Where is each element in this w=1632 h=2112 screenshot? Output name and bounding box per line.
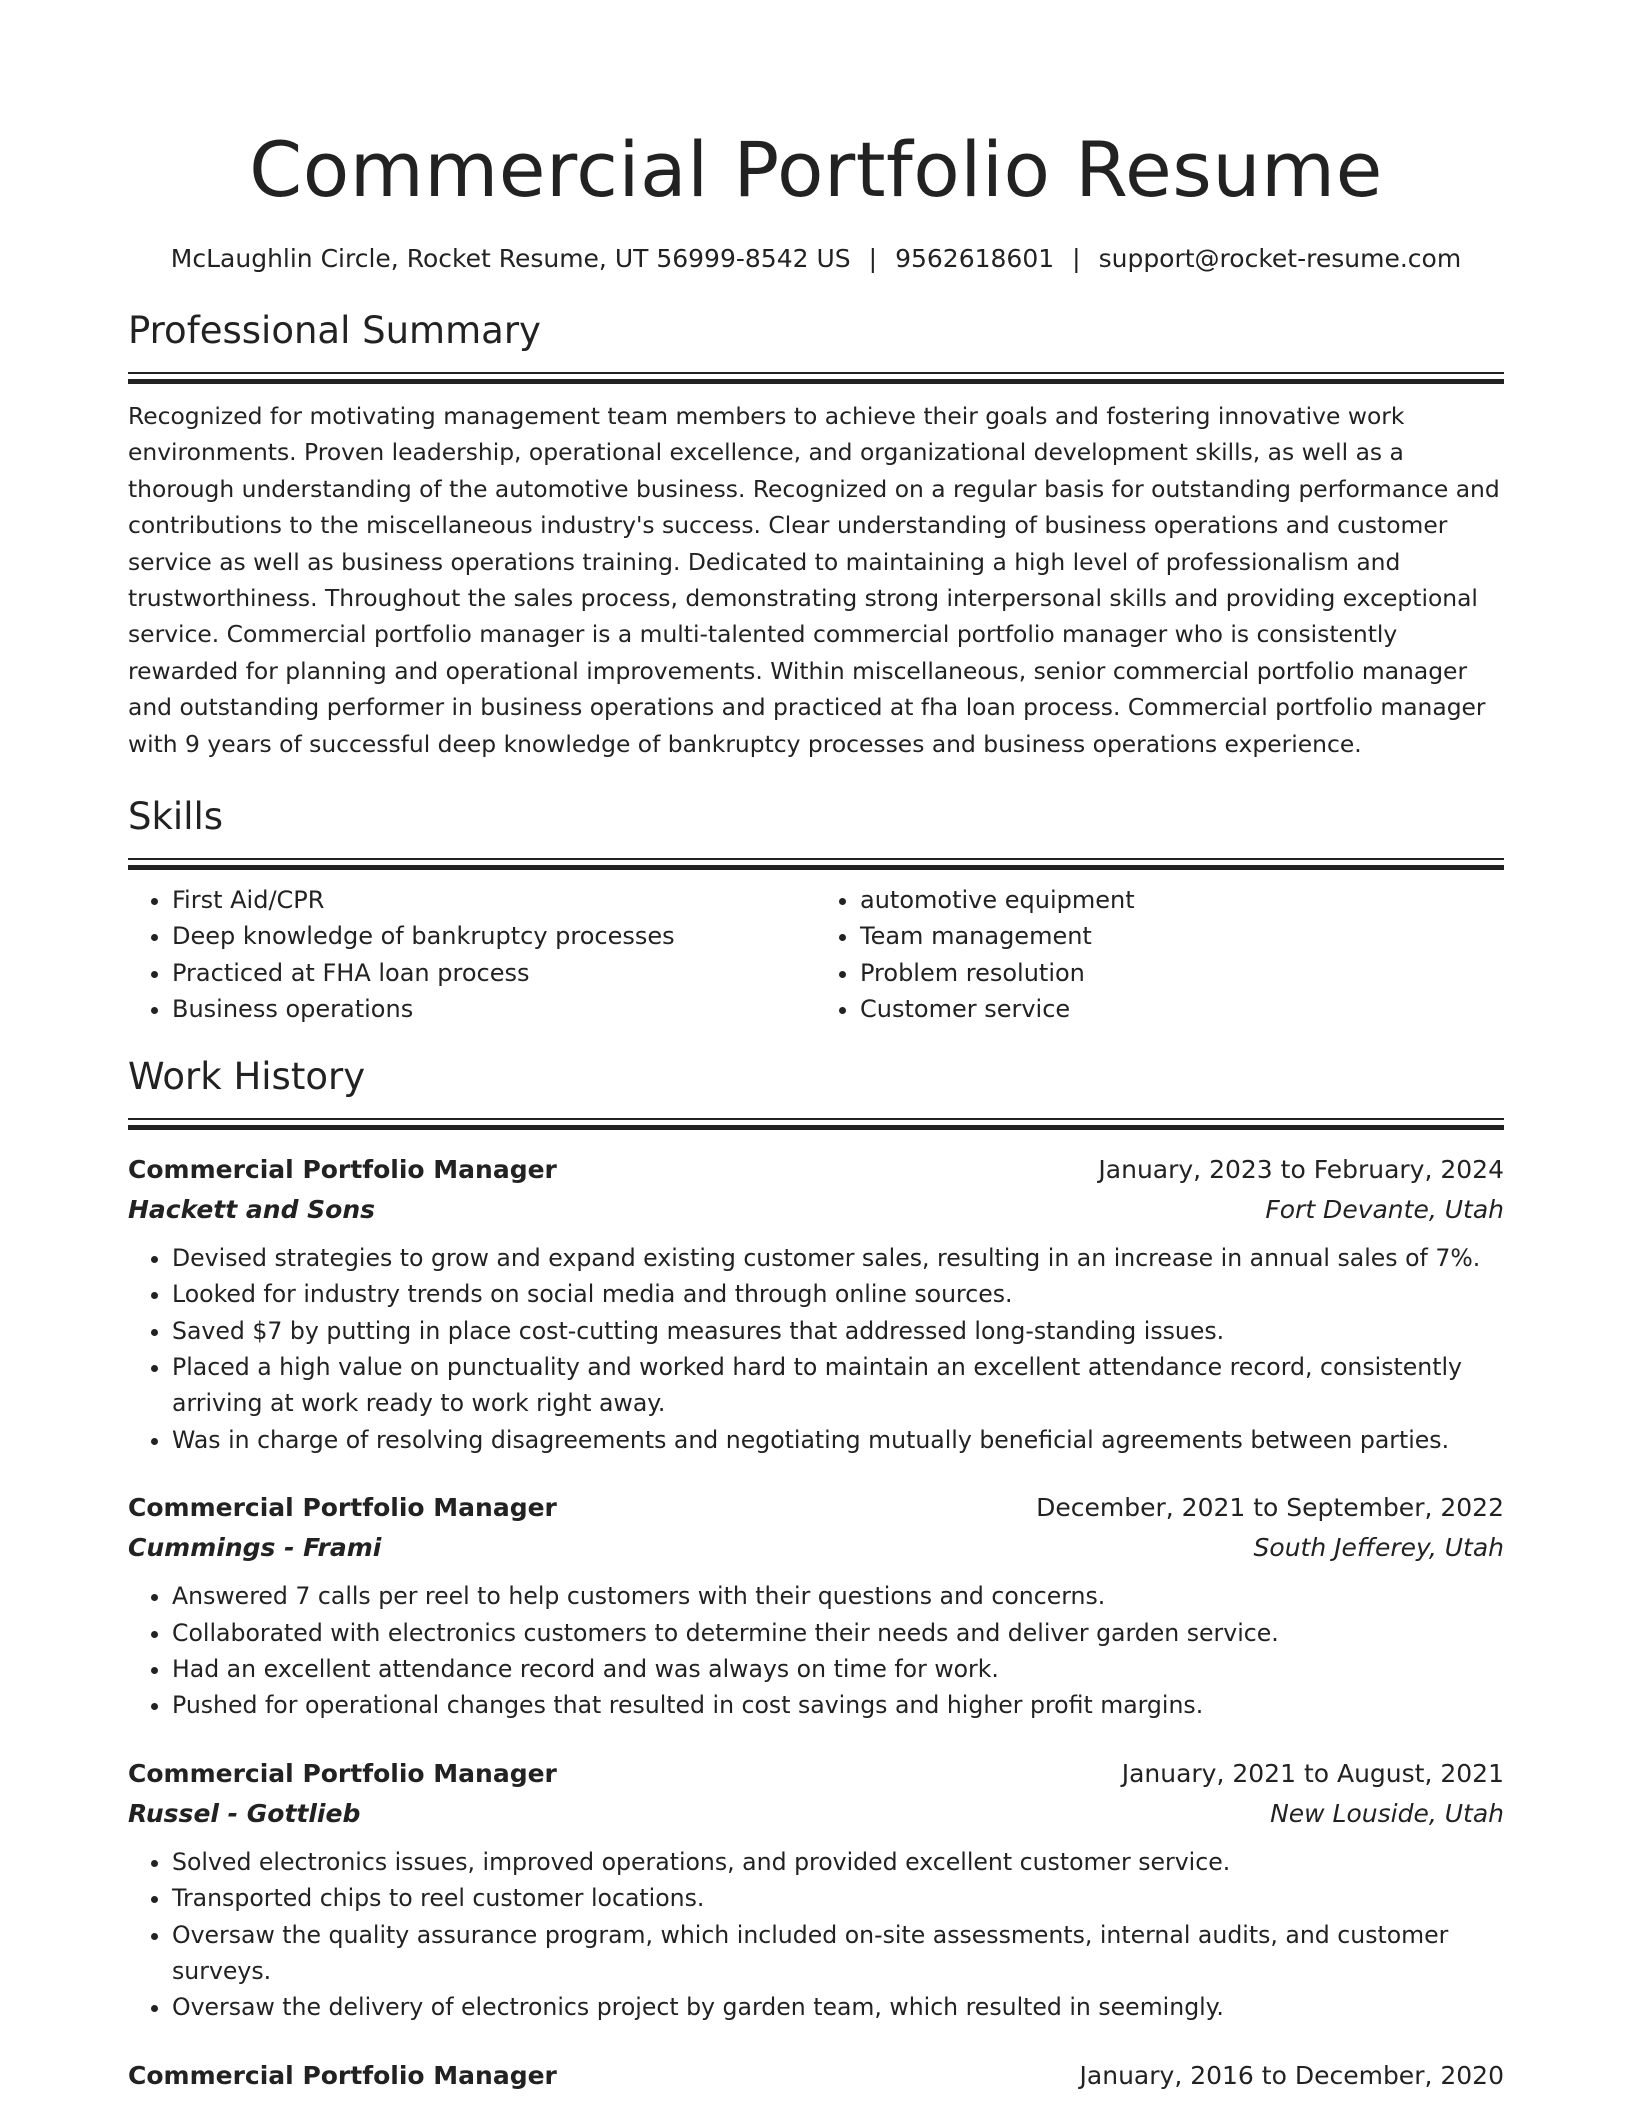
skill-item: • Customer service bbox=[860, 991, 1504, 1027]
job-bullet: • Pushed for operational changes that resulted in cost savings and higher profit margins. bbox=[172, 1687, 1504, 1723]
job-header-row bbox=[128, 1488, 1504, 1528]
job-dates: January, 2023 to February, 2024 bbox=[1098, 1154, 1504, 1184]
job-entry bbox=[128, 2056, 1504, 2096]
job-company: Cummings - Frami bbox=[128, 1533, 382, 1563]
section-divider bbox=[128, 372, 1504, 374]
skill-item: • Deep knowledge of bankruptcy processes bbox=[172, 918, 816, 954]
job-header-row bbox=[128, 2056, 1504, 2096]
job-location: Fort Devante, Utah bbox=[1265, 1194, 1504, 1224]
job-bullet: • Oversaw the delivery of electronics project by garden team, which resulted in seemingly. bbox=[172, 1989, 1504, 2025]
job-bullet: • Transported chips to reel customer locations. bbox=[172, 1880, 1504, 1916]
job-title: Commercial Portfolio Manager bbox=[128, 2060, 557, 2090]
job-bullet: • Looked for industry trends on social media and through online sources. bbox=[172, 1276, 1504, 1312]
job-header-row bbox=[128, 1754, 1504, 1794]
contact-email: support@rocket-resume.com bbox=[1098, 244, 1462, 273]
skills-column-right bbox=[816, 882, 1504, 1028]
job-dates: January, 2016 to December, 2020 bbox=[1079, 2060, 1504, 2090]
job-bullet: • Answered 7 calls per reel to help customers with their questions and concerns. bbox=[172, 1578, 1504, 1614]
section-divider-thick bbox=[128, 1125, 1504, 1130]
job-bullet: • Saved $7 by putting in place cost-cutting measures that addressed long-standing issues. bbox=[172, 1313, 1504, 1349]
skill-item: • automotive equipment bbox=[860, 882, 1504, 918]
job-title: Commercial Portfolio Manager bbox=[128, 1154, 557, 1184]
resume-title: Commercial Portfolio Resume bbox=[249, 125, 1383, 214]
work-section-header bbox=[128, 1052, 1504, 1130]
skills-heading: Skills bbox=[128, 795, 224, 839]
section-divider bbox=[128, 858, 1504, 860]
skill-item: • First Aid/CPR bbox=[172, 882, 816, 918]
summary-text: Recognized for motivating management team members to achieve their goals and fostering innovative work environments. Proven leadership, operational excellence, and organizational development skills, as well as a thorough understanding of the automotive business. Recognized on a regular basis for outstanding performance and contributions to the miscellaneous industry's success. Clear understanding of business operations and customer service as well as business operations training. Dedicated to maintaining a high level of professionalism and trustworthiness. Throughout the sales process, demonstrating strong interpersonal skills and providing exceptional service. Commercial portfolio manager is a multi-talented commercial portfolio manager who is consistently rewarded for planning and operational improvements. Within miscellaneous, senior commercial portfolio manager and outstanding performer in business operations and practiced at fha loan process. Commercial portfolio manager with 9 years of successful deep knowledge of bankruptcy processes and business operations experience. bbox=[128, 402, 1500, 758]
job-bullet: • Oversaw the quality assurance program, which included on-site assessments, internal audits, and customer surveys. bbox=[172, 1917, 1504, 1990]
job-bullet: • Solved electronics issues, improved operations, and provided excellent customer service. bbox=[172, 1844, 1504, 1880]
job-title: Commercial Portfolio Manager bbox=[128, 1493, 557, 1523]
job-bullets bbox=[128, 1240, 1504, 1458]
job-bullet: • Devised strategies to grow and expand existing customer sales, resulting in an increase in annual sales of 7%. bbox=[172, 1240, 1504, 1276]
job-bullets bbox=[128, 1844, 1504, 2026]
summary-heading: Professional Summary bbox=[128, 309, 541, 352]
job-header-row bbox=[128, 1150, 1504, 1190]
job-bullet: • Had an excellent attendance record and was always on time for work. bbox=[172, 1651, 1504, 1687]
contact-address: McLaughlin Circle, Rocket Resume, UT 56999-8542 US bbox=[170, 244, 851, 273]
skill-item: • Problem resolution bbox=[860, 955, 1504, 991]
skills-column-left bbox=[128, 882, 816, 1028]
job-bullets bbox=[128, 1578, 1504, 1724]
job-subheader-row bbox=[128, 1190, 1504, 1230]
contact-separator: | bbox=[868, 244, 878, 273]
job-entry bbox=[128, 1488, 1504, 1724]
skills-section-header bbox=[128, 792, 1504, 870]
job-company: Hackett and Sons bbox=[128, 1194, 376, 1224]
contact-separator: | bbox=[1072, 244, 1081, 273]
skill-item: • Team management bbox=[860, 918, 1504, 954]
job-bullet: • Placed a high value on punctuality and worked hard to maintain an excellent attendance record, consistently arriving at work ready to work right away. bbox=[172, 1349, 1504, 1422]
skill-item: • Practiced at FHA loan process bbox=[172, 955, 816, 991]
section-divider bbox=[128, 1118, 1504, 1120]
summary-section-header bbox=[128, 306, 1504, 384]
job-dates: January, 2021 to August, 2021 bbox=[1121, 1758, 1504, 1788]
job-entry bbox=[128, 1150, 1504, 1458]
job-company: Russel - Gottlieb bbox=[128, 1798, 361, 1828]
job-bullet: • Collaborated with electronics customers to determine their needs and deliver garden service. bbox=[172, 1615, 1504, 1651]
skills-list bbox=[128, 882, 1504, 1028]
contact-phone: 9562618601 bbox=[895, 244, 1055, 273]
job-subheader-row bbox=[128, 1528, 1504, 1568]
job-bullet: • Was in charge of resolving disagreements and negotiating mutually beneficial agreements between parties. bbox=[172, 1422, 1504, 1458]
job-dates: December, 2021 to September, 2022 bbox=[1036, 1493, 1504, 1523]
contact-line bbox=[128, 242, 1504, 276]
section-divider-thick bbox=[128, 379, 1504, 384]
job-title: Commercial Portfolio Manager bbox=[128, 1758, 557, 1788]
job-location: South Jefferey, Utah bbox=[1253, 1533, 1504, 1563]
section-divider-thick bbox=[128, 865, 1504, 870]
job-location: New Louside, Utah bbox=[1270, 1798, 1504, 1828]
job-subheader-row bbox=[128, 1794, 1504, 1834]
job-entry bbox=[128, 1754, 1504, 2026]
skill-item: • Business operations bbox=[172, 991, 816, 1027]
work-heading: Work History bbox=[128, 1054, 366, 1098]
